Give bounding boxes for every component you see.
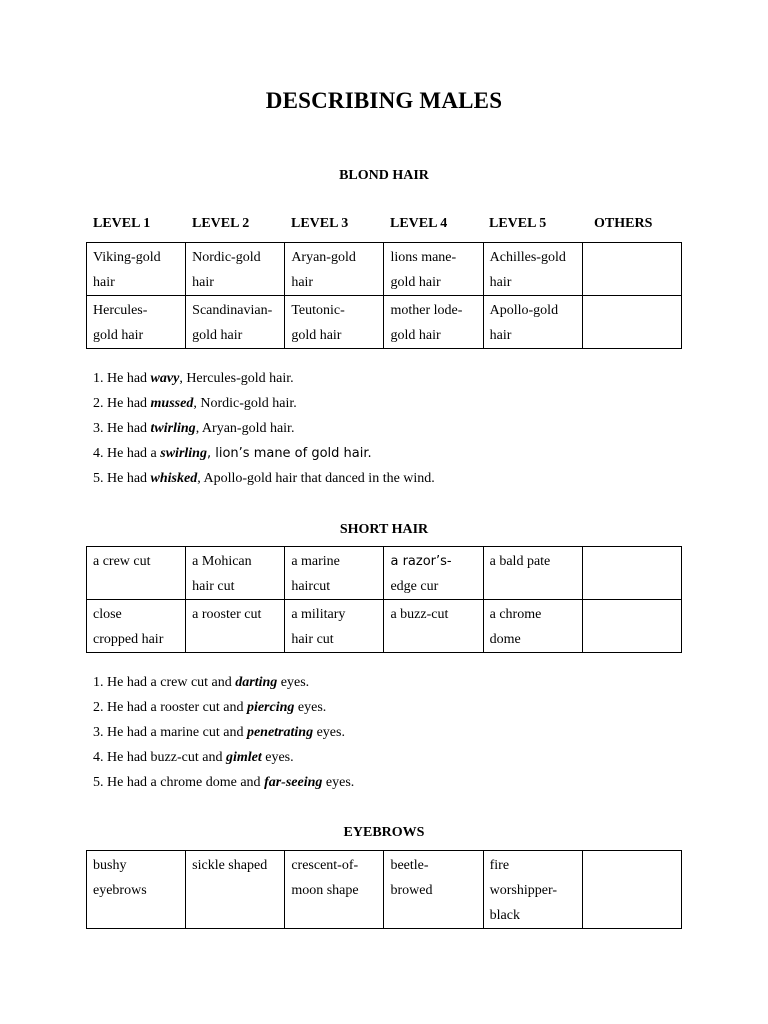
table-cell: Nordic-gold hair xyxy=(186,243,285,296)
table-cell: crescent-of- moon shape xyxy=(285,851,384,929)
example-sentence: 2. He had a rooster cut and piercing eyes. xyxy=(93,700,327,715)
table-row xyxy=(87,600,682,653)
table-row xyxy=(87,851,682,929)
level-5-header: LEVEL 5 xyxy=(489,216,547,231)
table-cell: a marine haircut xyxy=(285,547,384,600)
eyebrows-table xyxy=(86,850,682,929)
example-sentence: 3. He had a marine cut and penetrating eyes. xyxy=(93,725,345,740)
short-hair-table xyxy=(86,546,682,653)
blond-hair-table xyxy=(86,242,682,349)
example-sentence: 2. He had mussed, Nordic-gold hair. xyxy=(93,396,297,411)
table-cell: a bald pate xyxy=(483,547,582,600)
table-cell: a buzz-cut xyxy=(384,600,483,653)
table-cell-empty xyxy=(582,851,681,929)
level-headers xyxy=(93,216,652,232)
table-cell: sickle shaped xyxy=(186,851,285,929)
table-cell: Scandinavian- gold hair xyxy=(186,296,285,349)
table-cell: a military hair cut xyxy=(285,600,384,653)
table-cell: beetle- browed xyxy=(384,851,483,929)
blond-hair-heading: BLOND HAIR xyxy=(339,168,429,183)
table-cell: close cropped hair xyxy=(87,600,186,653)
table-cell: Hercules- gold hair xyxy=(87,296,186,349)
others-header: OTHERS xyxy=(594,216,653,231)
example-sentence: 5. He had a chrome dome and far-seeing eyes. xyxy=(93,775,355,790)
level-2-header: LEVEL 2 xyxy=(192,216,250,231)
example-sentence: 5. He had whisked, Apollo-gold hair that danced in the wind. xyxy=(93,471,435,486)
level-4-header: LEVEL 4 xyxy=(390,216,448,231)
example-sentence: 3. He had twirling, Aryan-gold hair. xyxy=(93,421,295,436)
table-row xyxy=(87,243,682,296)
table-cell: lions mane- gold hair xyxy=(384,243,483,296)
table-cell: mother lode- gold hair xyxy=(384,296,483,349)
example-sentence: 4. He had buzz-cut and gimlet eyes. xyxy=(93,750,294,765)
table-cell: Aryan-gold hair xyxy=(285,243,384,296)
table-cell-empty xyxy=(582,243,681,296)
table-cell: Teutonic- gold hair xyxy=(285,296,384,349)
example-sentence: 1. He had wavy, Hercules-gold hair. xyxy=(93,371,294,386)
table-row xyxy=(87,547,682,600)
table-cell: fire worshipper- black xyxy=(483,851,582,929)
table-cell: Apollo-gold hair xyxy=(483,296,582,349)
short-hair-examples xyxy=(93,670,354,795)
example-sentence: 1. He had a crew cut and darting eyes. xyxy=(93,675,310,690)
table-cell-empty xyxy=(582,547,681,600)
table-cell: bushy eyebrows xyxy=(87,851,186,929)
level-3-header: LEVEL 3 xyxy=(291,216,349,231)
table-cell: Achilles-gold hair xyxy=(483,243,582,296)
table-cell: a rooster cut xyxy=(186,600,285,653)
table-cell-empty xyxy=(582,600,681,653)
blond-hair-examples xyxy=(93,366,435,491)
eyebrows-heading: EYEBROWS xyxy=(343,825,425,840)
level-1-header: LEVEL 1 xyxy=(93,216,151,231)
table-cell: Viking-gold hair xyxy=(87,243,186,296)
table-cell: a chrome dome xyxy=(483,600,582,653)
table-cell-empty xyxy=(582,296,681,349)
example-sentence: 4. He had a swirling, lion’s mane of gold hair. xyxy=(93,446,372,461)
table-cell: a crew cut xyxy=(87,547,186,600)
table-cell: a Mohican hair cut xyxy=(186,547,285,600)
table-cell: a razor’s- edge cur xyxy=(384,547,483,600)
short-hair-heading: SHORT HAIR xyxy=(339,522,429,537)
page-title: DESCRIBING MALES xyxy=(265,88,503,113)
table-row xyxy=(87,296,682,349)
